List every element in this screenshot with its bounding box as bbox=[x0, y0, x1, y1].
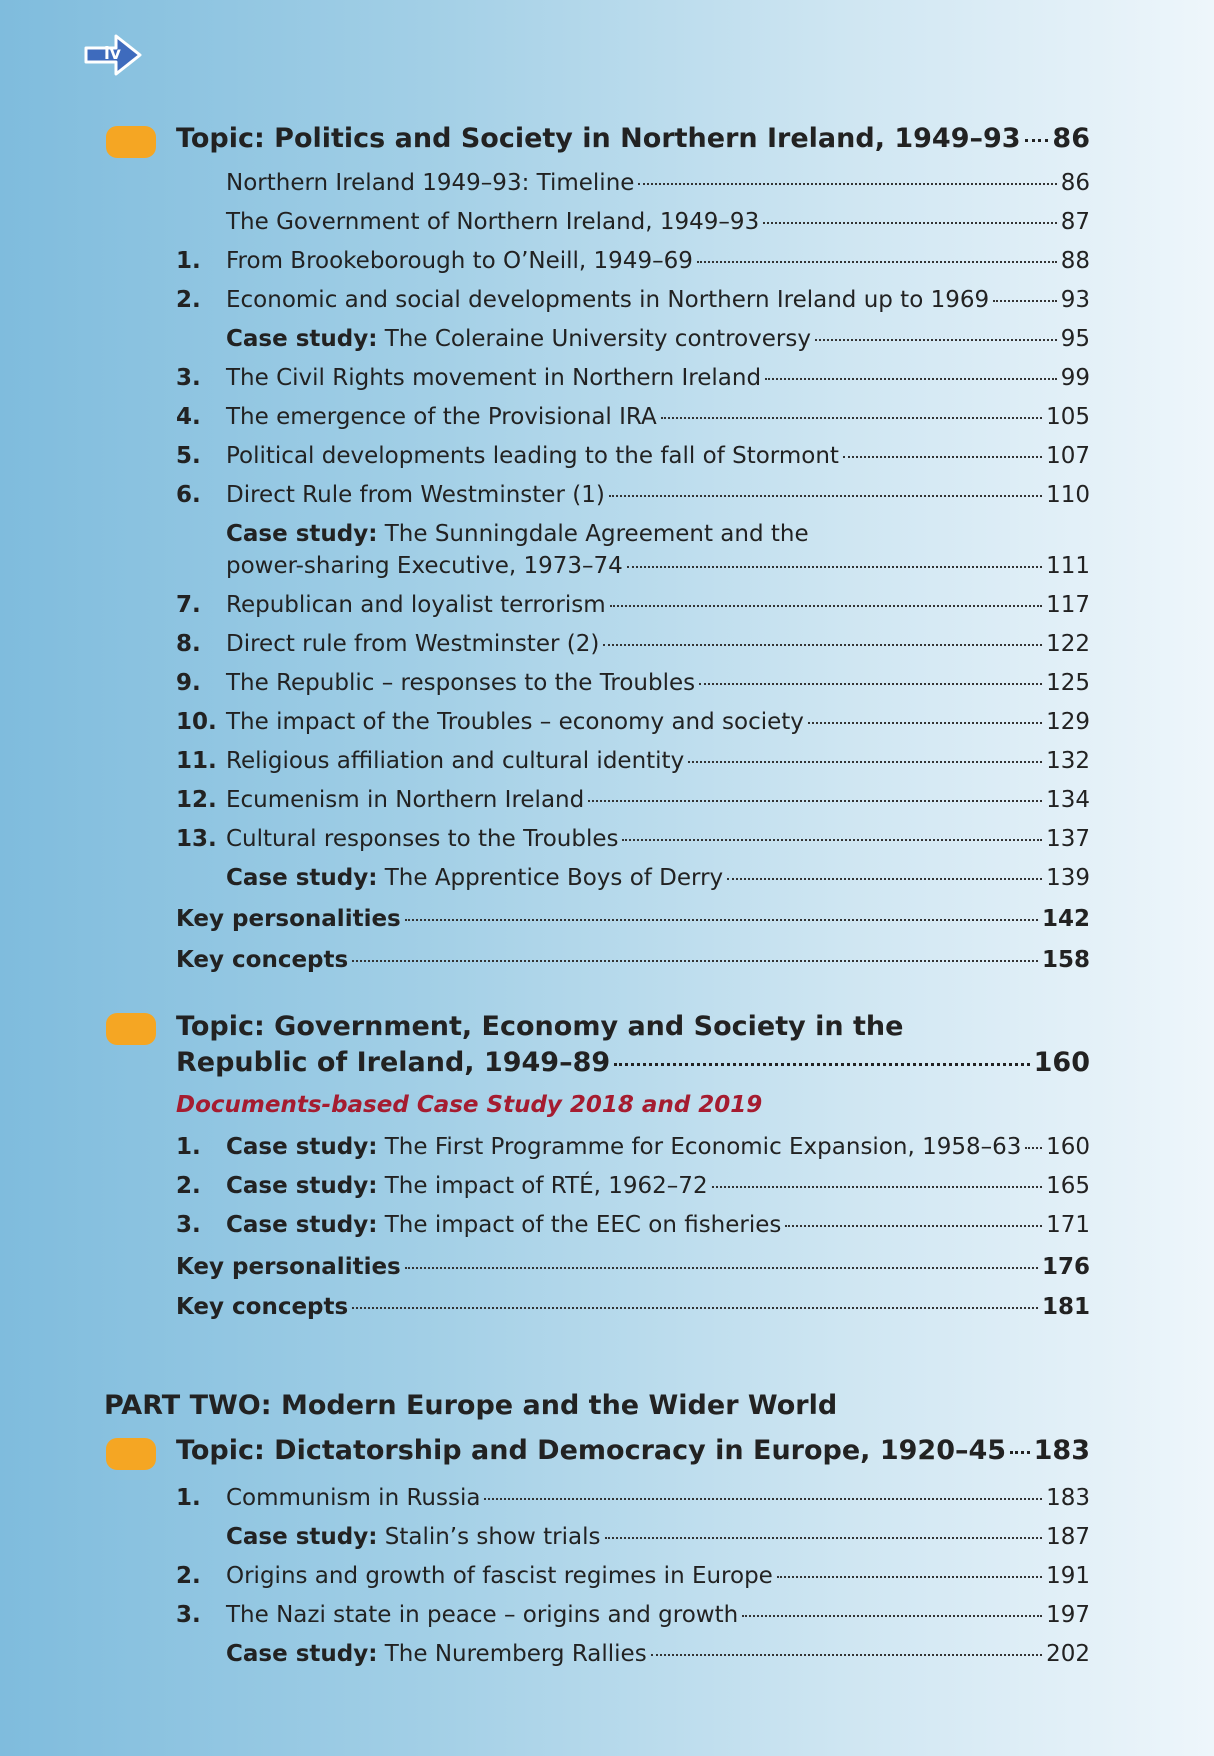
case-study-prefix: Case study: bbox=[226, 1641, 378, 1667]
entry-title: Economic and social developments in Northern Ireland up to 1969 bbox=[226, 287, 990, 313]
entry-number: 1. bbox=[176, 1134, 201, 1160]
leader-dots bbox=[808, 722, 1042, 724]
topic-heading-dictatorship-democracy[interactable] bbox=[176, 1436, 1090, 1466]
key-personalities-entry[interactable] bbox=[176, 1252, 1090, 1282]
page-ref: 176 bbox=[1041, 1254, 1090, 1280]
case-study-prefix: Case study: bbox=[226, 865, 378, 891]
leader-dots bbox=[405, 1267, 1038, 1269]
leader-dots bbox=[627, 566, 1042, 568]
page-ref: 134 bbox=[1046, 787, 1090, 813]
entry-title: The Government of Northern Ireland, 1949–93 bbox=[226, 209, 760, 235]
topic-marker-pill bbox=[106, 126, 156, 158]
page-ref: 197 bbox=[1046, 1602, 1090, 1628]
topic-marker-pill bbox=[106, 1438, 156, 1470]
page-ref: 99 bbox=[1060, 365, 1090, 391]
leader-dots bbox=[603, 644, 1042, 646]
leader-dots bbox=[697, 261, 1057, 263]
page-ref: 88 bbox=[1060, 248, 1090, 274]
case-study-title: The impact of RTÉ, 1962–72 bbox=[377, 1173, 708, 1199]
leader-dots bbox=[1025, 1147, 1042, 1149]
entry-number: 12. bbox=[176, 787, 217, 813]
leader-dots bbox=[610, 605, 1042, 607]
documents-based-case-study-note: Documents-based Case Study 2018 and 2019 bbox=[176, 1092, 763, 1118]
leader-dots bbox=[622, 839, 1042, 841]
case-study-title: The First Programme for Economic Expansion, 1958–63 bbox=[377, 1134, 1022, 1160]
toc-entry[interactable] bbox=[176, 746, 1090, 776]
entry-number: 7. bbox=[176, 592, 201, 618]
entry-title: The emergence of the Provisional IRA bbox=[226, 404, 657, 430]
entry-title: Key concepts bbox=[176, 947, 349, 973]
entry-number: 2. bbox=[176, 287, 201, 313]
entry-title-continued: power-sharing Executive, 1973–74 bbox=[226, 553, 623, 579]
toc-entry[interactable] bbox=[176, 363, 1090, 393]
entry-title: Direct Rule from Westminster (1) bbox=[226, 482, 605, 508]
entry-title: Northern Ireland 1949–93: Timeline bbox=[226, 170, 635, 196]
entry-title: Religious affiliation and cultural identity bbox=[226, 748, 685, 774]
leader-dots bbox=[727, 878, 1042, 880]
page-ref: 165 bbox=[1046, 1173, 1090, 1199]
page-ref: 139 bbox=[1046, 865, 1090, 891]
entry-title: Key concepts bbox=[176, 1294, 349, 1320]
case-study-title: The Coleraine University controversy bbox=[377, 326, 811, 352]
entry-title: Cultural responses to the Troubles bbox=[226, 826, 619, 852]
entry-number: 9. bbox=[176, 670, 201, 696]
entry-title: The Civil Rights movement in Northern Ireland bbox=[226, 365, 762, 391]
case-study-title: The Sunningdale Agreement and the bbox=[377, 521, 809, 547]
entry-number: 3. bbox=[176, 1602, 201, 1628]
entry-title: Ecumenism in Northern Ireland bbox=[226, 787, 585, 813]
toc-entry[interactable] bbox=[176, 629, 1090, 659]
leader-dots bbox=[614, 1063, 1029, 1066]
toc-entry-case-study-sunningdale[interactable] bbox=[176, 551, 1090, 581]
toc-entry-case-study[interactable] bbox=[176, 324, 1090, 354]
page-ref: 87 bbox=[1060, 209, 1090, 235]
leader-dots bbox=[699, 683, 1042, 685]
case-study-prefix: Case study: bbox=[226, 521, 378, 547]
entry-number: 8. bbox=[176, 631, 201, 657]
page-ref: 191 bbox=[1046, 1563, 1090, 1589]
leader-dots bbox=[765, 378, 1057, 380]
leader-dots bbox=[1010, 1451, 1030, 1454]
leader-dots bbox=[712, 1186, 1043, 1188]
case-study-sunningdale-line1[interactable] bbox=[226, 519, 809, 549]
case-study-title: The impact of the EEC on fisheries bbox=[377, 1212, 782, 1238]
leader-dots bbox=[484, 1498, 1042, 1500]
topic-heading-republic-of-ireland[interactable] bbox=[176, 1048, 1090, 1078]
entry-title bbox=[226, 863, 723, 893]
entry-title: Communism in Russia bbox=[226, 1485, 481, 1511]
toc-entry[interactable] bbox=[176, 1561, 1090, 1591]
toc-entry-case-study[interactable] bbox=[176, 863, 1090, 893]
entry-title: Origins and growth of fascist regimes in Europe bbox=[226, 1563, 773, 1589]
page-ref: 86 bbox=[1060, 170, 1090, 196]
toc-entry[interactable] bbox=[176, 1600, 1090, 1630]
page-ref: 125 bbox=[1046, 670, 1090, 696]
leader-dots bbox=[843, 456, 1042, 458]
page-ref: 158 bbox=[1041, 947, 1090, 973]
page-ref: 137 bbox=[1046, 826, 1090, 852]
topic-marker-pill bbox=[106, 1013, 156, 1045]
toc-entry[interactable] bbox=[176, 785, 1090, 815]
entry-title bbox=[226, 1171, 708, 1201]
case-study-title: The Apprentice Boys of Derry bbox=[377, 865, 724, 891]
entry-title: From Brookeborough to O’Neill, 1949–69 bbox=[226, 248, 693, 274]
topic-title-line1: Topic: Government, Economy and Society in the bbox=[176, 1011, 904, 1042]
entry-title bbox=[226, 1210, 781, 1240]
leader-dots bbox=[1025, 139, 1049, 142]
toc-entry[interactable] bbox=[176, 668, 1090, 698]
entry-title: Political developments leading to the fall of Stormont bbox=[226, 443, 839, 469]
entry-title: The Republic – responses to the Troubles bbox=[226, 670, 696, 696]
key-concepts-entry[interactable] bbox=[176, 1292, 1090, 1322]
case-study-prefix: Case study: bbox=[226, 1134, 378, 1160]
page-ref: 171 bbox=[1046, 1212, 1090, 1238]
page-ref: 129 bbox=[1046, 709, 1090, 735]
page-ref: 142 bbox=[1041, 906, 1090, 932]
toc-entry[interactable] bbox=[176, 441, 1090, 471]
toc-entry-case-study[interactable] bbox=[176, 1132, 1090, 1162]
leader-dots bbox=[742, 1615, 1042, 1617]
page-ref: 187 bbox=[1046, 1524, 1090, 1550]
page-ref: 160 bbox=[1033, 1047, 1090, 1078]
case-study-prefix: Case study: bbox=[226, 1173, 378, 1199]
toc-entry[interactable] bbox=[176, 707, 1090, 737]
leader-dots bbox=[993, 300, 1057, 302]
entry-title: Key personalities bbox=[176, 906, 401, 932]
page-number: iv bbox=[104, 44, 121, 64]
page-ref: 181 bbox=[1041, 1294, 1090, 1320]
case-study-prefix: Case study: bbox=[226, 1524, 378, 1550]
page-ref: 183 bbox=[1033, 1435, 1090, 1466]
entry-number: 2. bbox=[176, 1173, 201, 1199]
leader-dots bbox=[352, 1307, 1038, 1309]
entry-title: The impact of the Troubles – economy and society bbox=[226, 709, 804, 735]
entry-number: 3. bbox=[176, 365, 201, 391]
leader-dots bbox=[815, 339, 1057, 341]
case-study-prefix: Case study: bbox=[226, 1212, 378, 1238]
toc-entry[interactable] bbox=[176, 402, 1090, 432]
entry-title: Republican and loyalist terrorism bbox=[226, 592, 606, 618]
entry-title bbox=[226, 1522, 601, 1552]
entry-number: 6. bbox=[176, 482, 201, 508]
page-ref: 132 bbox=[1046, 748, 1090, 774]
page-ref: 122 bbox=[1046, 631, 1090, 657]
leader-dots bbox=[352, 960, 1038, 962]
toc-entry[interactable] bbox=[176, 168, 1090, 198]
leader-dots bbox=[605, 1537, 1043, 1539]
case-study-title: The Nuremberg Rallies bbox=[377, 1641, 647, 1667]
entry-number: 3. bbox=[176, 1212, 201, 1238]
toc-entry-case-study[interactable] bbox=[176, 1522, 1090, 1552]
page-ref: 111 bbox=[1046, 553, 1090, 579]
page-ref: 107 bbox=[1046, 443, 1090, 469]
entry-number: 1. bbox=[176, 248, 201, 274]
entry-title: Key personalities bbox=[176, 1254, 401, 1280]
entry-number: 1. bbox=[176, 1485, 201, 1511]
toc-entry[interactable] bbox=[176, 207, 1090, 237]
entry-title: Direct rule from Westminster (2) bbox=[226, 631, 600, 657]
page-ref: 95 bbox=[1060, 326, 1090, 352]
toc-entry[interactable] bbox=[176, 246, 1090, 276]
part-two-heading: PART TWO: Modern Europe and the Wider World bbox=[104, 1390, 838, 1421]
case-study-title: Stalin’s show trials bbox=[377, 1524, 601, 1550]
case-study-prefix: Case study: bbox=[226, 326, 378, 352]
toc-entry-case-study[interactable] bbox=[176, 1171, 1090, 1201]
entry-number: 11. bbox=[176, 748, 217, 774]
entry-number: 13. bbox=[176, 826, 217, 852]
page-ref: 93 bbox=[1060, 287, 1090, 313]
leader-dots bbox=[638, 183, 1056, 185]
entry-number: 2. bbox=[176, 1563, 201, 1589]
leader-dots bbox=[588, 800, 1042, 802]
entry-title: The Nazi state in peace – origins and growth bbox=[226, 1602, 739, 1628]
page-ref: 160 bbox=[1046, 1134, 1090, 1160]
topic-title-line2: Republic of Ireland, 1949–89 bbox=[176, 1047, 611, 1078]
topic-heading-northern-ireland[interactable] bbox=[176, 124, 1090, 154]
toc-entry[interactable] bbox=[176, 590, 1090, 620]
toc-entry[interactable] bbox=[176, 285, 1090, 315]
toc-entry[interactable] bbox=[176, 480, 1090, 510]
toc-entry[interactable] bbox=[176, 824, 1090, 854]
topic-title: Topic: Dictatorship and Democracy in Europe, 1920–45 bbox=[176, 1435, 1007, 1466]
page-ref: 86 bbox=[1052, 123, 1090, 154]
entry-number: 10. bbox=[176, 709, 217, 735]
page-number-arrow-icon bbox=[82, 32, 144, 78]
entry-number: 4. bbox=[176, 404, 201, 430]
entry-title bbox=[226, 1132, 1021, 1162]
key-concepts-entry[interactable] bbox=[176, 945, 1090, 975]
leader-dots bbox=[405, 919, 1038, 921]
page-ref: 183 bbox=[1046, 1485, 1090, 1511]
leader-dots bbox=[661, 417, 1042, 419]
page-ref: 202 bbox=[1046, 1641, 1090, 1667]
page-ref: 110 bbox=[1046, 482, 1090, 508]
entry-number: 5. bbox=[176, 443, 201, 469]
page-ref: 117 bbox=[1046, 592, 1090, 618]
leader-dots bbox=[651, 1654, 1042, 1656]
topic-title: Topic: Politics and Society in Northern Ireland, 1949–93 bbox=[176, 123, 1021, 154]
toc-entry-case-study[interactable] bbox=[176, 1639, 1090, 1669]
toc-entry[interactable] bbox=[176, 1483, 1090, 1513]
entry-title bbox=[226, 324, 811, 354]
toc-entry-case-study[interactable] bbox=[176, 1210, 1090, 1240]
page-ref: 105 bbox=[1046, 404, 1090, 430]
leader-dots bbox=[785, 1225, 1042, 1227]
leader-dots bbox=[777, 1576, 1042, 1578]
entry-title bbox=[226, 1639, 647, 1669]
key-personalities-entry[interactable] bbox=[176, 904, 1090, 934]
leader-dots bbox=[609, 495, 1042, 497]
leader-dots bbox=[763, 222, 1057, 224]
leader-dots bbox=[688, 761, 1042, 763]
